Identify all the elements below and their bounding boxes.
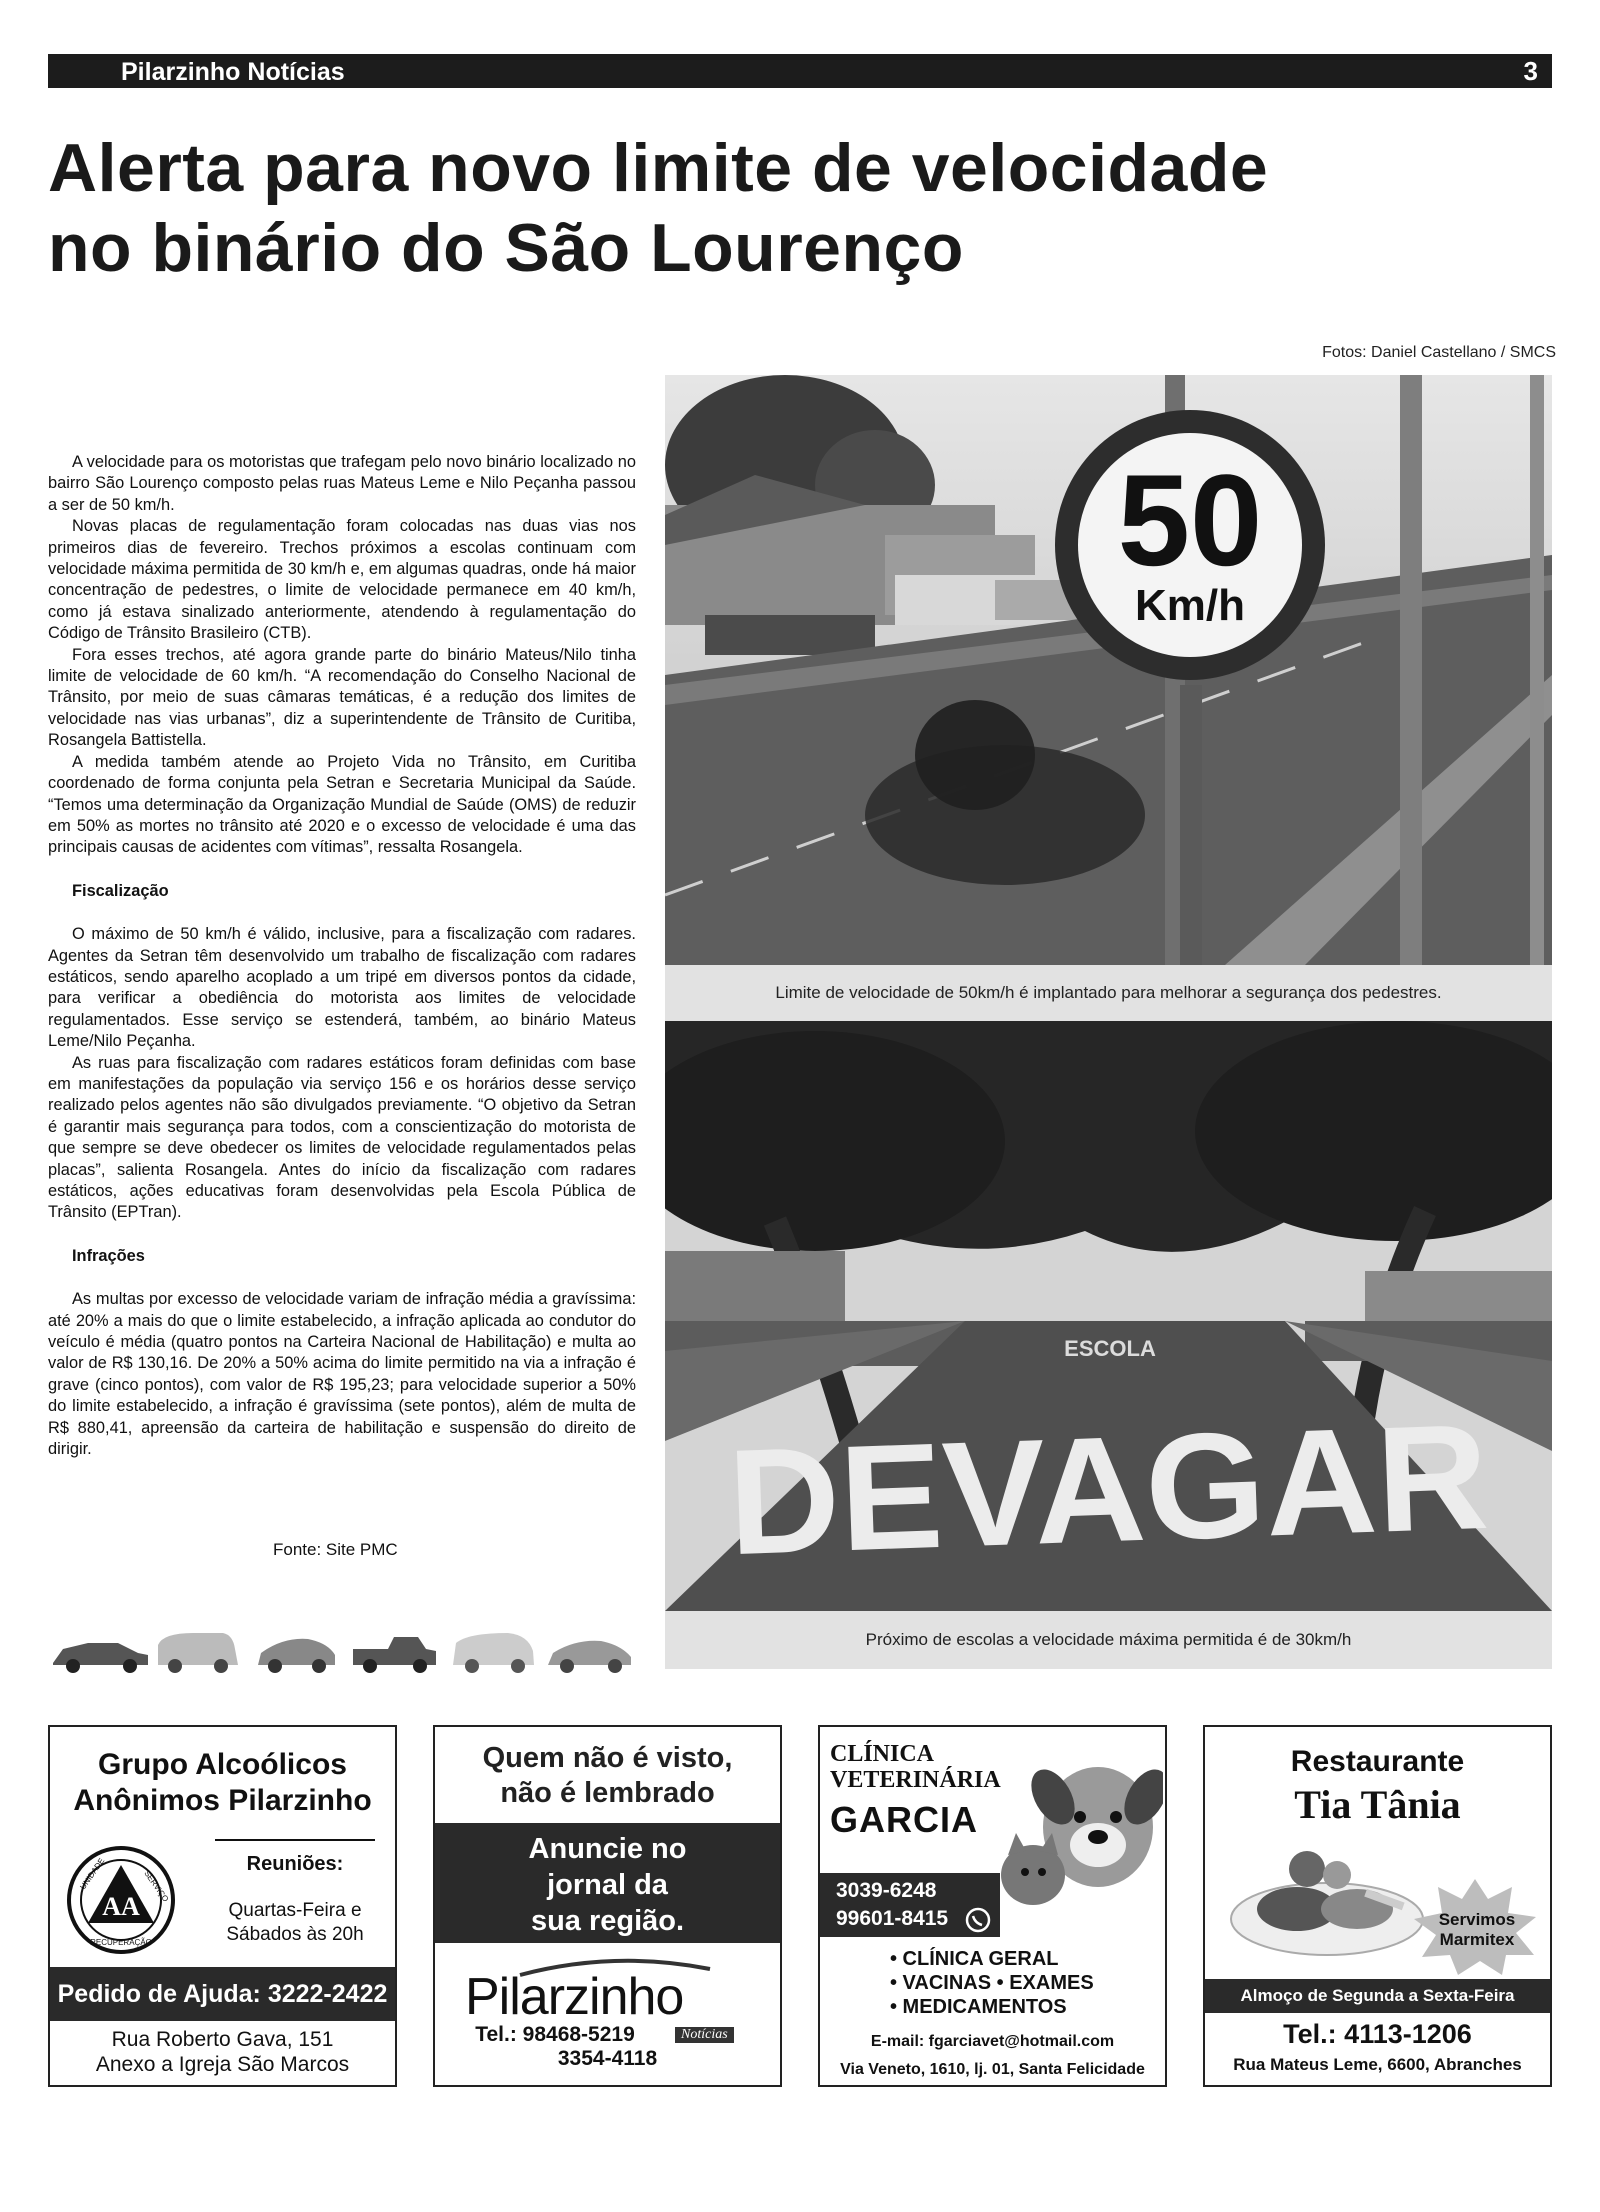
ad-restaurante-tia-tania	[1203, 1725, 1552, 2087]
aa-logo-text: AA	[102, 1892, 140, 1921]
speed-sign-illustration	[665, 375, 1552, 965]
ad-jornal-cta-1: Anuncie no	[528, 1833, 687, 1865]
car-illustrations	[48, 1625, 638, 1675]
headline-line-1: Alerta para novo limite de velocidade	[48, 130, 1269, 206]
paragraph: As multas por excesso de velocidade variam de infração média a gravíssima: até 20% a mais do que o limite estabelecido, a infração aplicada ao condutor do veículo é média (quatro pontos na Carteira Nacional de Habilitação) e multa ao valor de R$ 130,16. De 20% a 50% acima do limite permitido na via a infração é grave (cinco pontos), com valor de R$ 195,23; para velocidade superior a 50% do limite estabelecido, a infração é gravíssima (sete pontos), além de multa de R$ 880,41, apreensão da carteira de habilitação e suspensão do direito de dirigir.	[48, 1290, 636, 1459]
ad-restaurante-phone: Tel.: 4113-1206	[1283, 2019, 1472, 2049]
ad-jornal-slogan-1: Quem não é visto,	[482, 1742, 733, 1774]
photo-credit: Fotos: Daniel Castellano / SMCS	[1322, 344, 1556, 361]
road-devagar-text: DEVAGAR	[725, 1392, 1470, 1587]
ad-restaurante-badge-2: Marmitex	[1439, 1930, 1515, 1949]
article-source: Fonte: Site PMC	[273, 1540, 398, 1559]
ad-aa-help-line: Pedido de Ajuda: 3222-2422	[50, 1967, 395, 2021]
publication-name: Pilarzinho Notícias	[121, 58, 345, 86]
ad-jornal-logo: Pilarzinho	[465, 1968, 684, 2026]
page-number: 3	[1523, 56, 1538, 86]
whatsapp-icon	[965, 1907, 991, 1933]
paragraph: A velocidade para os motoristas que trafegam pelo novo binário localizado no bairro São Lourenço composto pelas ruas Mateus Leme e Nilo Peçanha passou a ser de 50 km/h.	[48, 453, 636, 514]
ad-vet-phone-1: 3039-6248	[836, 1879, 937, 1902]
paragraph: As ruas para fiscalização com radares estáticos foram definidas com base em manifestações da população via serviço 156 e os horários desse serviço realizado pelos agentes não são divulgados previamente. “O objetivo da Setran é garantir mais segurança para todos, com a conscientização do motorista de que sempre se deve obedecer os limites de velocidade regulamentados pelas placas”, salienta Rosangela. Antes do início da fiscalização com radares estáticos, ações educativas foram desenvolvidas pela Escola Pública de Trânsito (EPTran).	[48, 1053, 636, 1222]
ad-aa-address-1: Rua Roberto Gava, 151	[111, 2028, 334, 2051]
ad-restaurante-address: Rua Mateus Leme, 6600, Abranches	[1233, 2055, 1522, 2074]
devagar-road-photo	[665, 1021, 1552, 1611]
minivan-icon	[453, 1633, 534, 1673]
starburst-badge-icon	[1410, 1877, 1540, 1977]
pickup-icon	[353, 1637, 436, 1673]
aa-ring-right: SERVIÇO	[142, 1868, 171, 1904]
photo-caption-2: Próximo de escolas a velocidade máxima permitida é de 30km/h	[665, 1611, 1552, 1669]
ad-restaurante-title-1: Restaurante	[1290, 1745, 1465, 1778]
car-icon	[258, 1639, 335, 1673]
sign-number: 50	[1117, 447, 1263, 593]
ad-restaurante-hours: Almoço de Segunda a Sexta-Feira	[1205, 1979, 1550, 2013]
section-heading: Infrações	[72, 1246, 145, 1265]
ad-alcoolicos-anonimos	[48, 1725, 397, 2087]
ad-vet-service: • MEDICAMENTOS	[890, 1996, 1067, 2018]
header-bar	[48, 54, 1552, 88]
ad-vet-name-1: CLÍNICA	[830, 1741, 935, 1767]
ad-jornal-slogan-2: não é lembrado	[500, 1777, 715, 1809]
ad-vet-name-2: VETERINÁRIA	[830, 1767, 1001, 1793]
ad-jornal-phone-2: 3354-4118	[557, 2047, 658, 2070]
aa-ring-left: UNIDADE	[78, 1856, 107, 1892]
paragraph: O máximo de 50 km/h é válido, inclusive, para a fiscalização com radares. Agentes da Setran têm desenvolvido um trabalho de fiscalização com radares estáticos, sendo aparelho acoplado a um tripé em diversos pontos da cidade, para verificar a obediência do motorista aos limites de velocidade regulamentados. Esse serviço se estenderá, também, ao binário Mateus Leme/Nilo Peçanha.	[48, 925, 636, 1051]
paragraph: Novas placas de regulamentação foram colocadas nas duas vias nos primeiros dias de fevereiro. Trechos próximos a escolas continuam com velocidade máxima permitida de 30 km/h e, em algumas quadras, onde há maior concentração de pedestres, o limite de velocidade permanece em 40 km/h, como já estava sinalizado anteriormente, atendendo à regulamentação do Código de Trânsito Brasileiro (CTB).	[48, 517, 636, 643]
ad-jornal-pilarzinho	[433, 1725, 782, 2087]
devagar-road-illustration	[665, 1021, 1552, 1611]
ad-jornal-cta-3: sua região.	[530, 1905, 685, 1937]
ad-aa-address-2: Anexo a Igreja São Marcos	[95, 2053, 350, 2076]
aa-ring-bottom: RECUPERAÇÃO	[90, 1938, 152, 1947]
ad-jornal-cta-2: jornal da	[547, 1869, 668, 1901]
article-body	[48, 452, 636, 1460]
ad-vet-phone-2: 99601-8415	[836, 1907, 949, 1930]
ad-restaurante-title-2: Tia Tânia	[1294, 1782, 1461, 1827]
sign-unit: Km/h	[1135, 581, 1245, 630]
headline-line-2: no binário do São Lourenço	[48, 210, 964, 286]
ad-clinica-veterinaria	[818, 1725, 1167, 2087]
road-school-text: ESCOLA	[1064, 1336, 1156, 1361]
speed-sign-photo	[665, 375, 1552, 965]
paragraph: Fora esses trechos, até agora grande parte do binário Mateus/Nilo tinha limite de velocidade de 60 km/h. “A recomendação do Conselho Nacional de Trânsito, por meio de suas câmaras temáticas, é a redução dos limites de velocidade nas vias urbanas”, diz a superintendente de Trânsito de Curitiba, Rosangela Battistella.	[48, 645, 636, 750]
food-plate-icon	[1227, 1839, 1427, 1959]
section-heading: Fiscalização	[72, 881, 169, 900]
ad-restaurante-badge-1: Servimos	[1438, 1910, 1516, 1929]
ad-vet-email: E-mail: fgarciavet@hotmail.com	[870, 2033, 1115, 2050]
photo-caption-1: Limite de velocidade de 50km/h é implantado para melhorar a segurança dos pedestres.	[665, 965, 1552, 1021]
ad-aa-meetings-label: Reuniões:	[246, 1853, 344, 1875]
headline	[48, 128, 1348, 288]
ad-vet-address: Via Veneto, 1610, lj. 01, Santa Felicidade	[840, 2061, 1145, 2078]
ad-jornal-phone-1: Tel.: 98468-5219	[475, 2023, 635, 2046]
paragraph: A medida também atende ao Projeto Vida no Trânsito, em Curitiba coordenado de forma conjunta pela Setran e Secretaria Municipal da Saúde. “Temos uma determinação da Organização Mundial de Saúde (OMS) de reduzir em 50% as mortes no trânsito até 2020 e o excesso de velocidade é uma das principais causas de acidentes com vítimas”, ressalta Rosangela.	[48, 752, 636, 857]
ad-vet-name-3: GARCIA	[830, 1799, 978, 1840]
dog-and-cat-icon	[998, 1757, 1163, 1907]
ad-aa-title-2: Anônimos Pilarzinho	[73, 1784, 372, 1817]
ad-jornal-logo-tag: Notícias	[675, 2027, 734, 2043]
car-icon	[548, 1641, 631, 1673]
aa-logo-icon	[66, 1845, 176, 1955]
ad-vet-service: • CLÍNICA GERAL	[890, 1948, 1059, 1970]
car-strip-icon	[48, 1625, 638, 1675]
ad-vet-service: • VACINAS • EXAMES	[890, 1972, 1094, 1994]
car-icon	[53, 1643, 148, 1673]
ad-aa-meetings-1: Quartas-Feira e	[228, 1900, 362, 1921]
van-icon	[158, 1633, 238, 1673]
ad-aa-title-1: Grupo Alcoólicos	[98, 1748, 347, 1781]
ad-aa-meetings-2: Sábados às 20h	[226, 1924, 364, 1945]
